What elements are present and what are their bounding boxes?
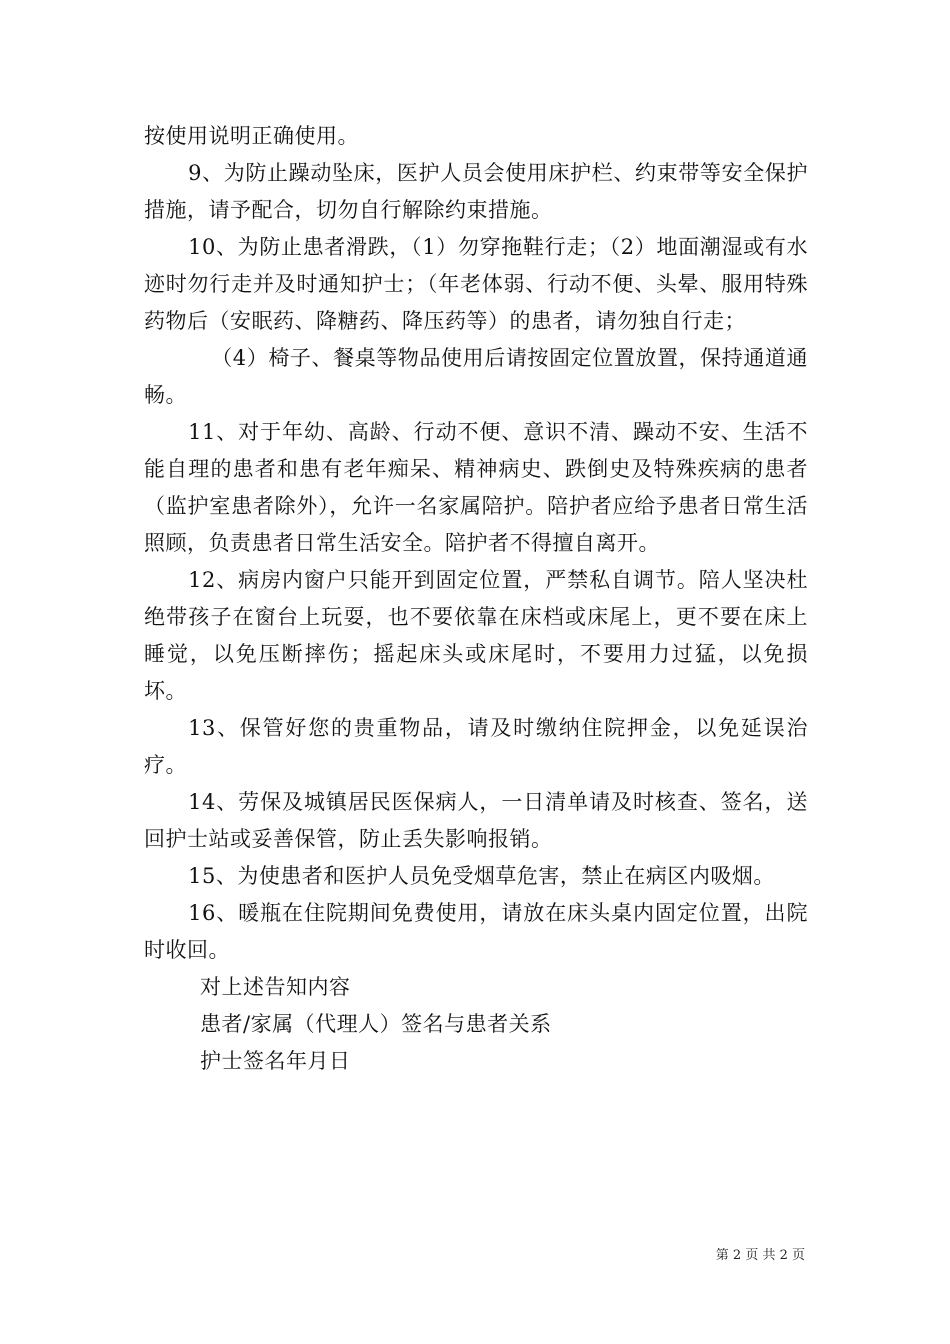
signature-block: [144, 969, 808, 1080]
paragraph-item-9: 9、为防止躁动坠床，医护人员会使用床护栏、约束带等安全保护措施，请予配合，切勿自行解除约束措施。: [144, 161, 808, 222]
paragraph-item-14: 14、劳保及城镇居民医保病人，一日清单请及时核查、签名，送回护士站或妥善保管，防止丢失影响报销。: [144, 790, 808, 851]
paragraph-continuation: 按使用说明正确使用。: [144, 124, 359, 148]
signature-nurse-line: 护士签名年月日: [200, 1049, 351, 1073]
paragraph-item-15: 15、为使患者和医护人员免受烟草危害，禁止在病区内吸烟。: [188, 864, 775, 888]
paragraph-item-12: 12、病房内窗户只能开到固定位置，严禁私自调节。陪人坚决杜绝带孩子在窗台上玩耍，也不要依靠在床档或床尾上，更不要在床上睡觉，以免压断摔伤；摇起床头或床尾时，不要用力过猛，以免损坏。: [144, 568, 808, 703]
document-body: [144, 118, 808, 1080]
paragraph-item-11: 11、对于年幼、高龄、行动不便、意识不清、躁动不安、生活不能自理的患者和患有老年痴呆、精神病史、跌倒史及特殊疾病的患者（监护室患者除外），允许一名家属陪护。陪护者应给予患者日常生活照顾，负责患者日常生活安全。陪护者不得擅自离开。: [144, 420, 808, 555]
signature-intro: 对上述告知内容: [200, 975, 351, 999]
paragraph-item-10: 10、为防止患者滑跌，（1）勿穿拖鞋行走；（2）地面潮湿或有水迹时勿行走并及时通知护士；（年老体弱、行动不便、头晕、服用特殊药物后（安眠药、降糖药、降压药等）的患者，请勿独自行走；: [144, 235, 808, 333]
page-number-footer: 第 2 页 共 2 页: [715, 1248, 805, 1263]
signature-patient-line: 患者/家属（代理人）签名与患者关系: [200, 1012, 552, 1036]
paragraph-item-10-sub-4: （4）椅子、餐桌等物品使用后请按固定位置放置，保持通道通畅。: [144, 346, 808, 407]
paragraph-item-13: 13、保管好您的贵重物品，请及时缴纳住院押金，以免延误治疗。: [144, 716, 808, 777]
paragraph-item-16: 16、暖瓶在住院期间免费使用，请放在床头桌内固定位置，出院时收回。: [144, 901, 808, 962]
